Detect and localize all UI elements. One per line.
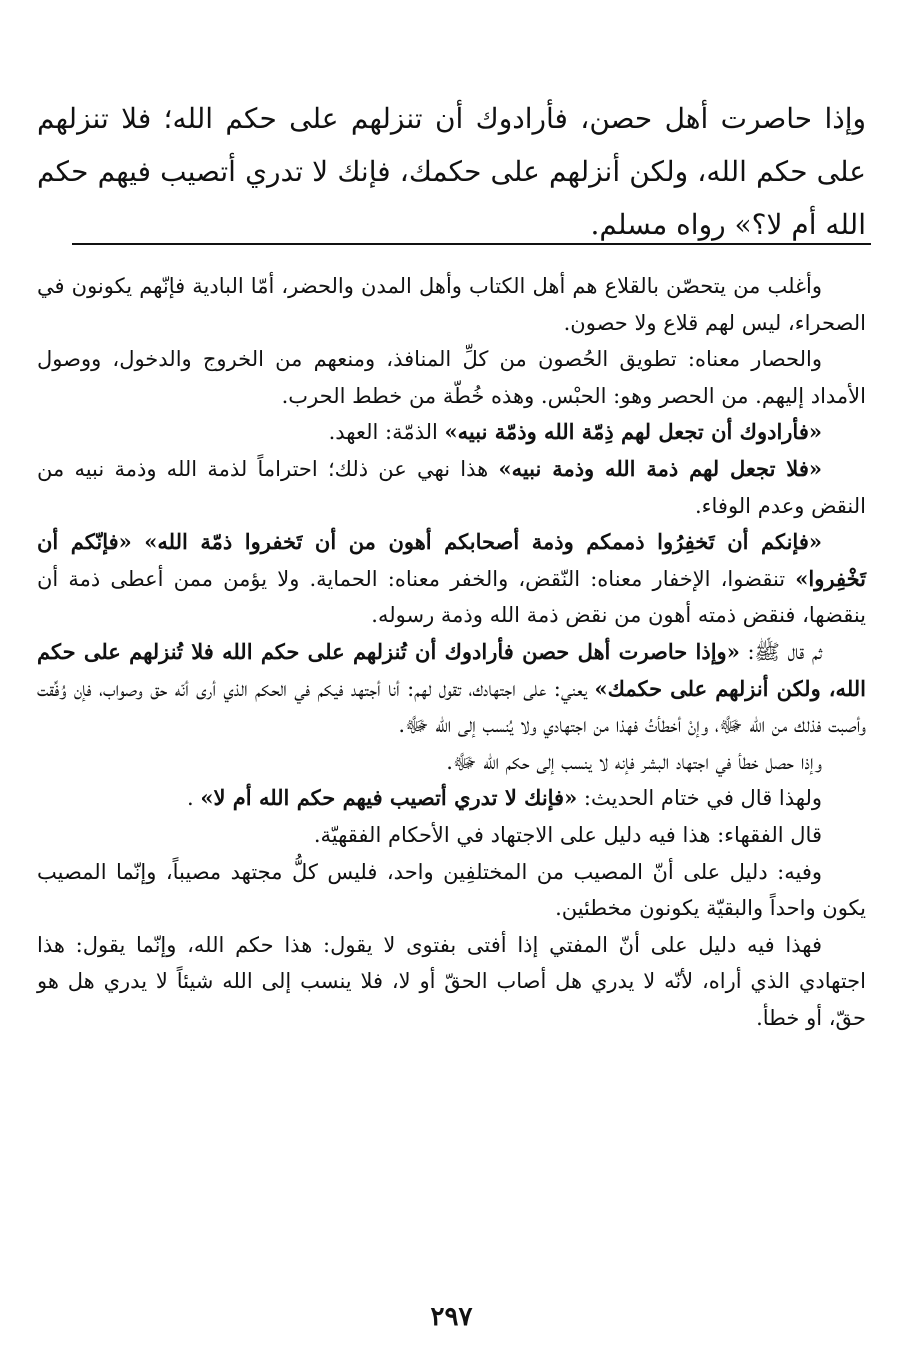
page-number: ٢٩٧ bbox=[430, 1302, 473, 1332]
commentary-paragraph-5 bbox=[37, 524, 866, 634]
lead-text: ولهذا قال في ختام الحديث: bbox=[577, 786, 822, 811]
section-divider bbox=[72, 243, 871, 245]
quoted-phrase: «فإنكم أن تَخفِرُوا ذممكم وذمة أصحابكم أهون من أن تَخفروا ذمّة الله» «فإنّكم أن تَخْفِروا» bbox=[37, 529, 866, 591]
commentary-paragraph-11: فهذا فيه دليل على أنّ المفتي إذا أفتى بفتوى لا يقول: هذا حكم الله، وإنّما يقول: هذا اجتهادي الذي أراه، لأنّه لا يدري هل أصاب الحقّ أو لا، فلا ينسب إلى الله شيئاً لا يدري هل هو حقّ، أو خطأ. bbox=[37, 932, 866, 1030]
quoted-phrase: «فأرادوك أن تجعل لهم ذِمّة الله وذمّة نبيه» bbox=[444, 419, 822, 445]
lead-text: ثم قال ﷺ: bbox=[739, 639, 822, 664]
commentary-paragraph-1: وأغلب من يتحصّن بالقلاع هم أهل الكتاب وأهل المدن والحضر، أمّا البادية فإنّهم يكونون في الصحراء، ليس لهم قلاع ولا حصون. bbox=[37, 274, 866, 335]
explanation-text: هذا نهي عن ذلك؛ احتراماً لذمة الله وذمة نبيه من النقض وعدم الوفاء. bbox=[37, 456, 866, 518]
hadith-paragraph: وإذا حاصرت أهل حصن، فأرادوك أن تنزلهم على حكم الله؛ فلا تنزلهم على حكم الله، ولكن أنزلهم على حكمك، فإنك لا تدري أتصيب فيهم حكم الله أم لا؟» رواه مسلم. bbox=[37, 102, 866, 241]
commentary-paragraph-3 bbox=[37, 414, 866, 451]
commentary-paragraph-7: وإذا حصل خطأ في اجتهاد البشر فإنه لا ينسب إلى حكم الله ﷻ. bbox=[446, 749, 822, 774]
hadith-text-block bbox=[37, 92, 866, 251]
quoted-phrase: «وإذا حاصرت أهل حصن فأرادوك أن تُنزلهم على حكم الله فلا تُنزلهم على حكم الله، ولكن أنزلهم على حكمك» bbox=[37, 638, 867, 701]
commentary-paragraph-4 bbox=[37, 451, 866, 524]
commentary-paragraph-10: وفيه: دليل على أنّ المصيب من المختلفِين واحد، فليس كلُّ مجتهد مصيباً، وإنّما المصيب يكون واحداً والبقيّة يكونون مخطئين. bbox=[37, 859, 866, 921]
explanation-text: الذمّة: العهد. bbox=[328, 420, 445, 445]
explanation-text: يعني: على اجتهادك، تقول لهم: أنا أجتهد فيكم في الحكم الذي أرى أنّه حق وصواب، فإن وُفِّقت وأصبت فذلك من الله ﷻ، وإنْ أخطأتُ فهذا من اجتهادي ولا يُنسب إلى الله ﷻ. bbox=[37, 676, 866, 738]
commentary-paragraph-6 bbox=[37, 634, 866, 744]
quoted-phrase: «فلا تجعل لهم ذمة الله وذمة نبيه» bbox=[498, 455, 822, 481]
commentary-block bbox=[37, 268, 866, 1036]
explanation-text: . bbox=[187, 786, 201, 811]
explanation-text: تنقضوا، الإخفار معناه: النّقض، والخفر معناه: الحماية. ولا يؤمن ممن أعطى ذمة أن ينقضها، فنقض ذمته أهون من نقض ذمة الله وذمة رسوله. bbox=[37, 566, 866, 628]
commentary-paragraph-8 bbox=[37, 780, 866, 817]
commentary-paragraph-2: والحصار معناه: تطويق الحُصون من كلِّ المنافذ، ومنعهم من الخروج والدخول، ووصول الأمداد إليهم. من الحصر وهو: الحبْس. وهذه خُطّة من خطط الحرب. bbox=[37, 347, 866, 408]
quoted-phrase: «فإنك لا تدري أتصيب فيهم حكم الله أم لا» bbox=[200, 785, 578, 811]
commentary-paragraph-9: قال الفقهاء: هذا فيه دليل على الاجتهاد في الأحكام الفقهيّة. bbox=[313, 822, 822, 847]
